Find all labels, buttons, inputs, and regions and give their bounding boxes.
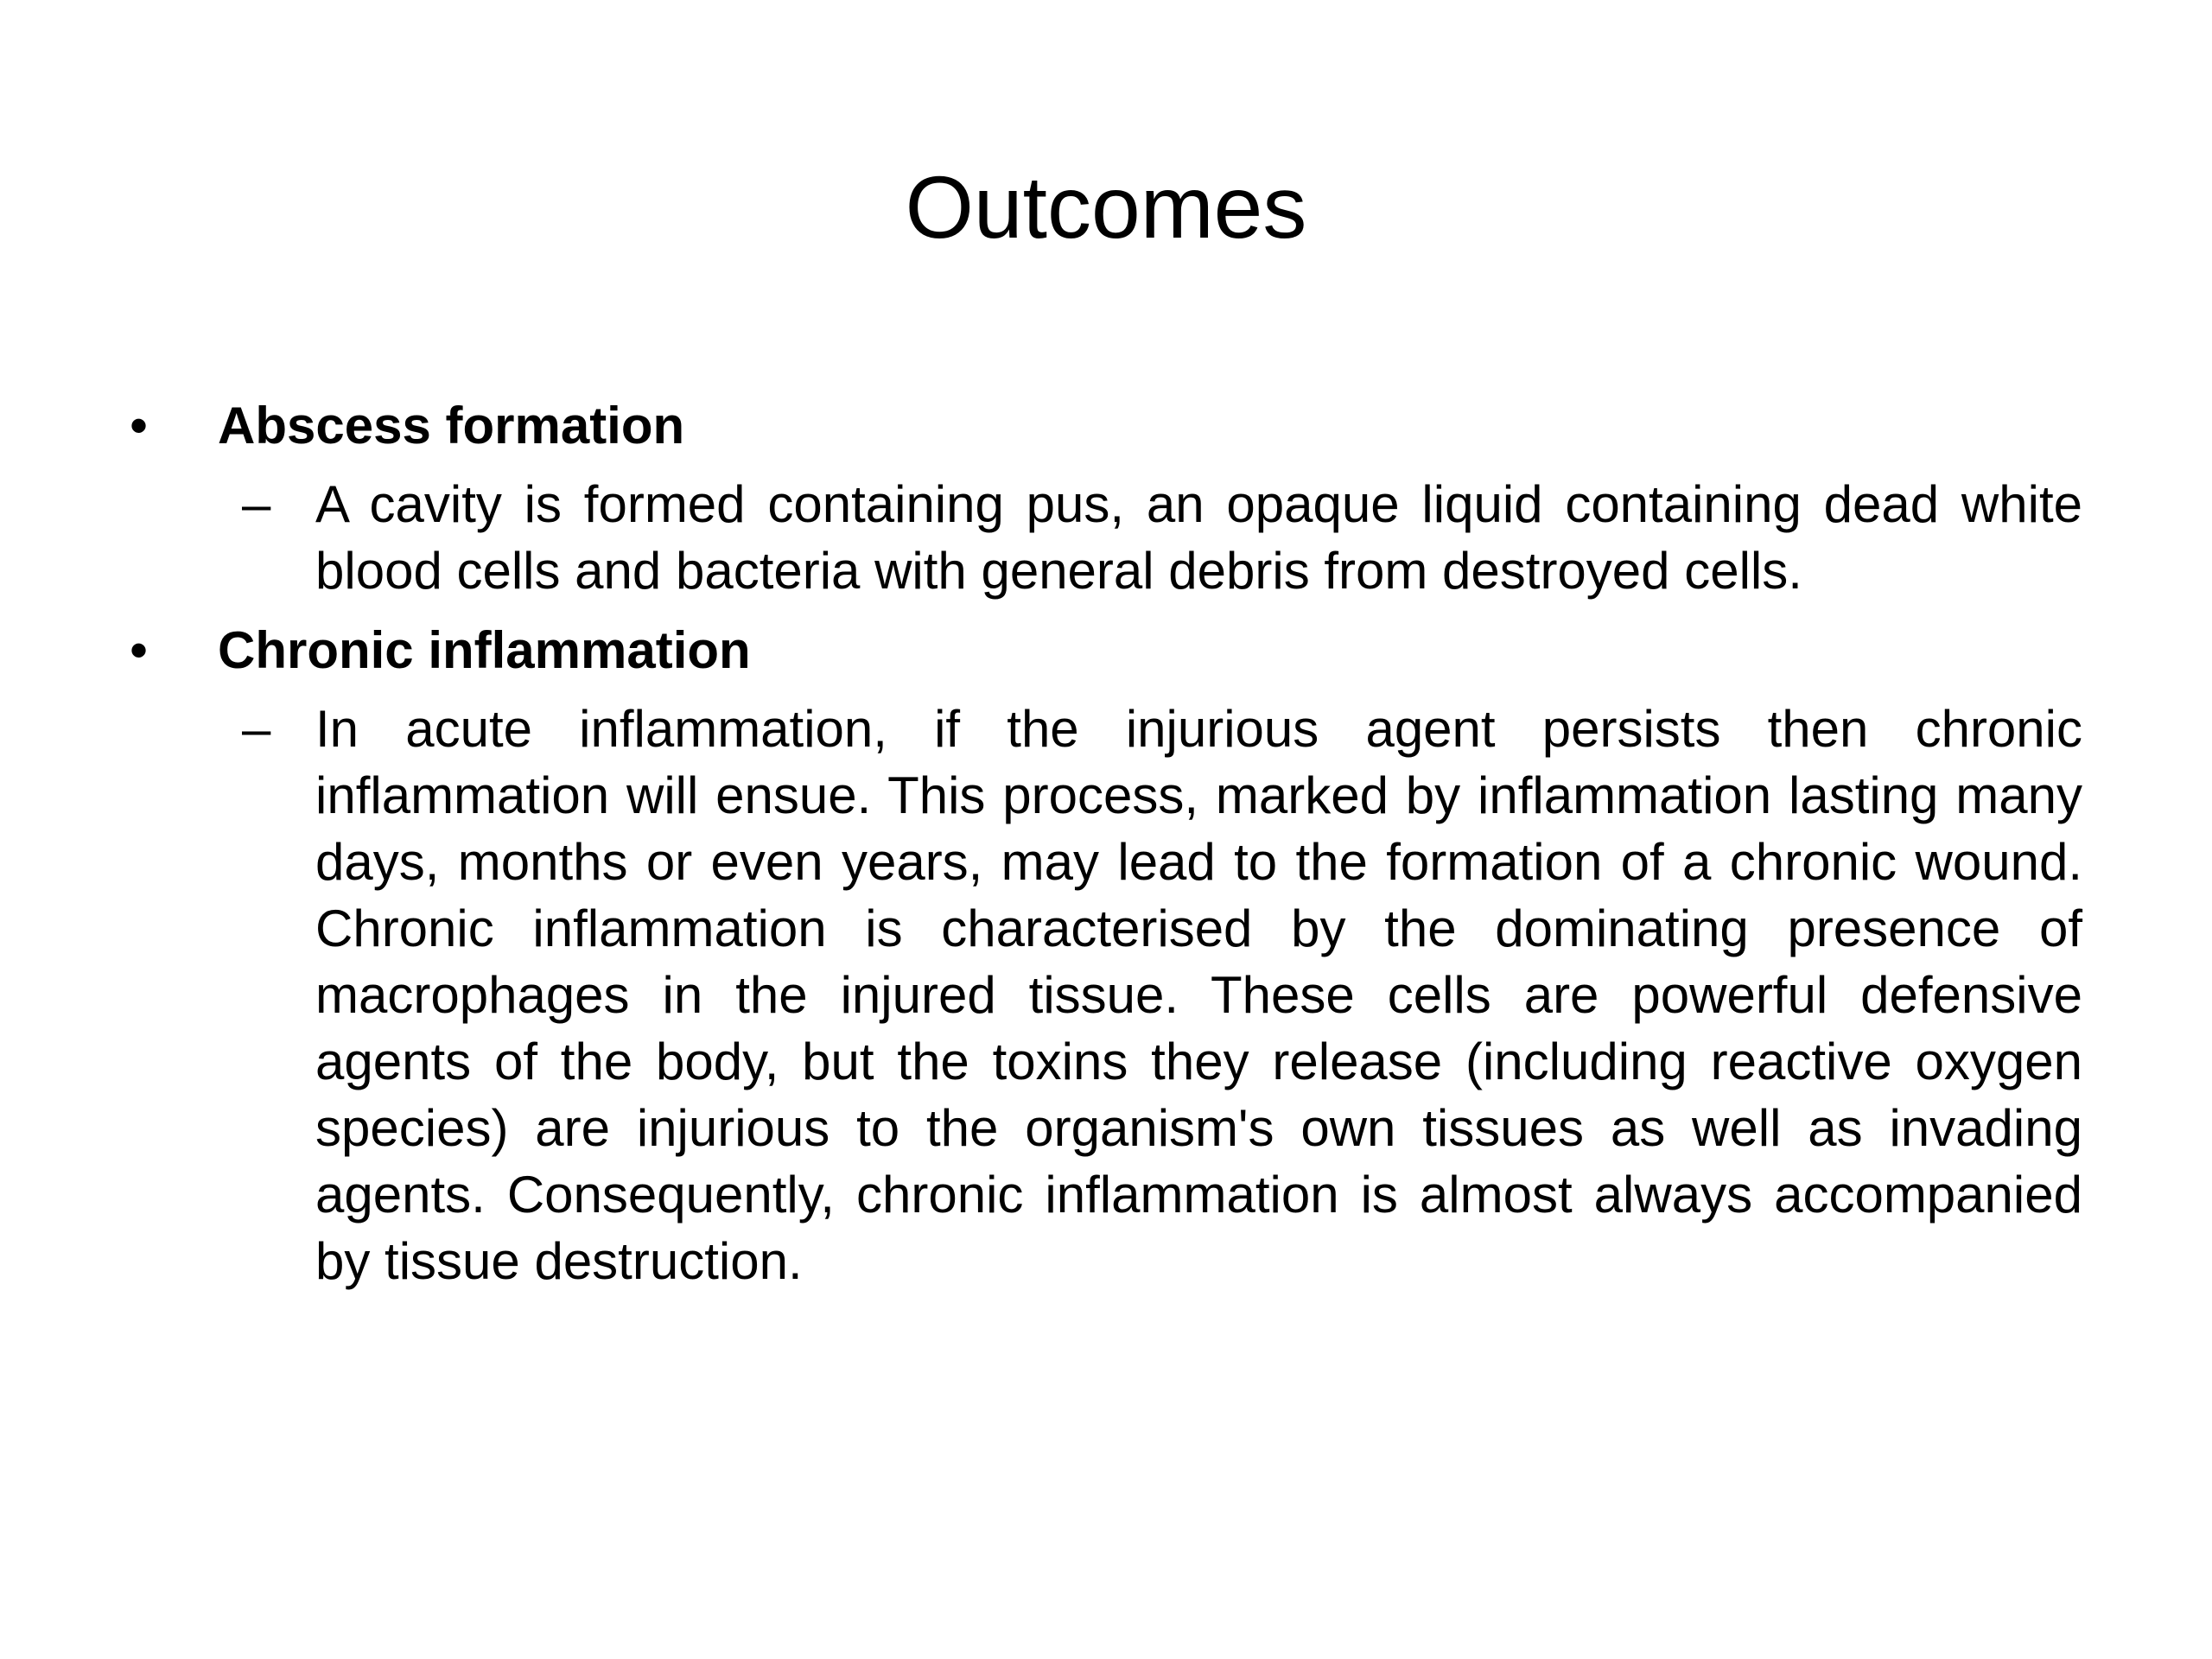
bullet-item-chronic-inflammation bbox=[130, 618, 2082, 683]
dash-icon: – bbox=[242, 700, 271, 758]
sub-item-chronic-description bbox=[130, 696, 2082, 1294]
sub-item-text: A cavity is formed containing pus, an opaque liquid containing dead white blood cells and bacteria with general debris from destroyed cells. bbox=[315, 475, 2082, 600]
slide-title: Outcomes bbox=[905, 158, 1307, 257]
slide-content bbox=[130, 393, 2082, 1308]
sub-item-text: In acute inflammation, if the injurious agent persists then chronic inflammation will ensue. This process, marked by inflammation lasting many days, months or even years, may lead to the formation of a chronic wound. Chronic inflammation is characterised by the dominating presence of macrophages in the injured tissue. These cells are powerful defensive agents of the body, but the toxins they release (including reactive oxygen species) are injurious to the organism's own tissues as well as invading agents. Consequently, chronic inflammation is almost always accompanied by tissue destruction. bbox=[315, 700, 2082, 1290]
dash-icon: – bbox=[242, 475, 271, 533]
bullet-icon: • bbox=[130, 397, 149, 454]
bullet-heading: Abscess formation bbox=[218, 397, 685, 454]
bullet-item-abscess-formation bbox=[130, 393, 2082, 459]
bullet-icon: • bbox=[130, 621, 149, 679]
sub-item-abscess-description bbox=[130, 471, 2082, 604]
bullet-heading: Chronic inflammation bbox=[218, 621, 751, 679]
